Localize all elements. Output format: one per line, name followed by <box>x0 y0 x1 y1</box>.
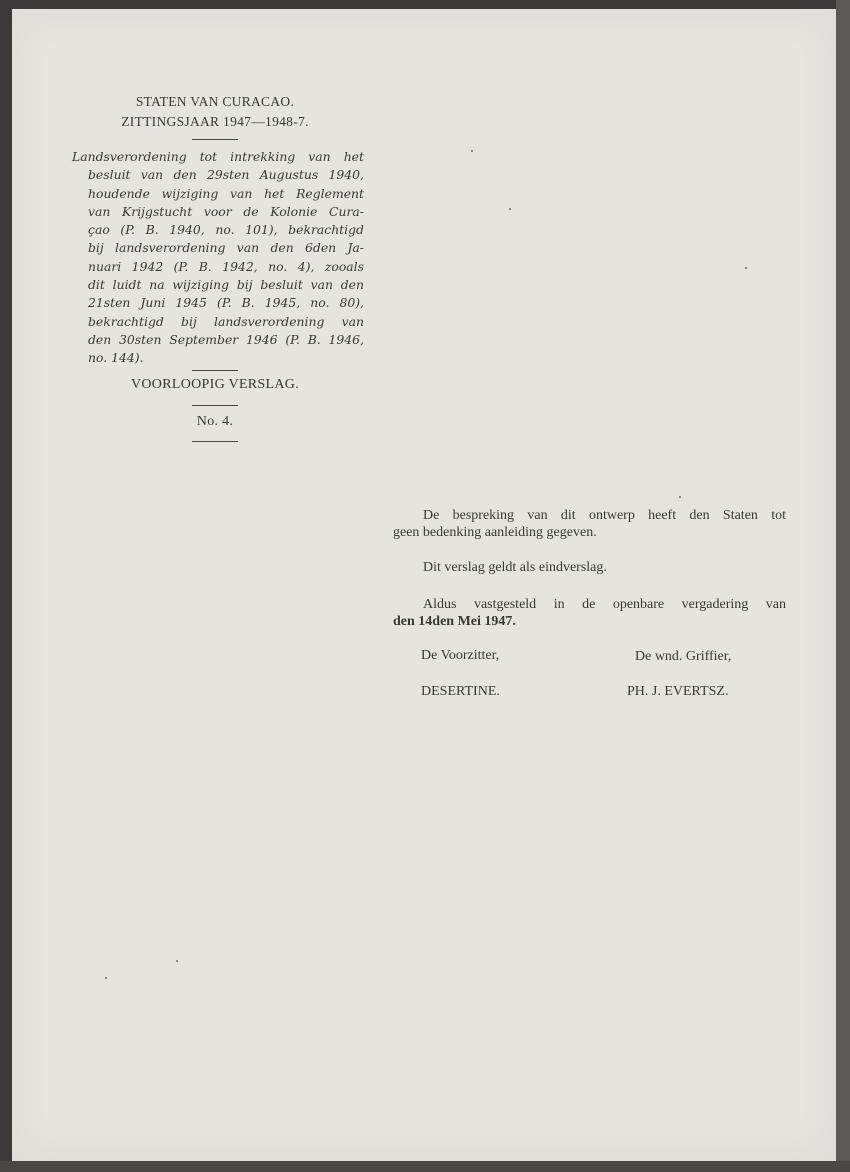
paragraph-line-date: den 14den Mei 1947. <box>393 614 516 629</box>
ordinance-title <box>72 148 364 368</box>
title-line: no. 144). <box>88 350 144 366</box>
paper-speck <box>679 496 681 498</box>
paper-speck <box>176 960 178 962</box>
report-number: No. 4. <box>196 414 234 429</box>
title-line: bij landsverordening van den 6den Ja- <box>88 240 364 256</box>
title-line: çao (P. B. 1940, no. 101), bekrachtigd <box>88 222 364 238</box>
report-rule <box>192 405 238 406</box>
report-type: VOORLOOPIG VERSLAG. <box>130 377 299 392</box>
scan-background-right <box>836 0 850 1172</box>
title-line: bekrachtigd bij landsverordening van <box>88 313 364 329</box>
paper-speck <box>105 977 107 979</box>
paragraph-1 <box>393 507 786 541</box>
chairman-title: De Voorzitter, <box>421 648 500 663</box>
paragraph-line: De bespreking van dit ontwerp heeft den Staten tot <box>423 508 786 523</box>
title-line: besluit van den 29sten Augustus 1940, <box>88 167 364 183</box>
paragraph-line: Dit verslag geldt als eindverslag. <box>423 560 607 575</box>
paragraph-line: Aldus vastgesteld in de openbare vergadering van <box>423 597 786 612</box>
title-line: dit luidt na wijziging bij besluit van den <box>88 277 364 293</box>
title-line: van Krijgstucht voor de Kolonie Cura- <box>88 203 364 219</box>
title-line: den 30sten September 1946 (P. B. 1946, <box>88 331 364 347</box>
paper-speck <box>509 208 511 210</box>
number-rule <box>192 441 238 442</box>
scan-background-bottom <box>0 1161 850 1172</box>
paragraph-3 <box>393 596 786 630</box>
header-line-1: STATEN VAN CURACAO. <box>135 94 295 109</box>
clerk-name: PH. J. EVERTSZ. <box>627 684 729 699</box>
clerk-title: De wnd. Griffier, <box>635 649 732 664</box>
title-line: houdende wijziging van het Reglement <box>88 185 364 201</box>
title-line: nuari 1942 (P. B. 1942, no. 4), zooals <box>88 258 364 274</box>
header-rule <box>192 139 238 140</box>
title-line: Landsverordening tot intrekking van het <box>72 149 364 164</box>
paragraph-line: geen bedenking aanleiding gegeven. <box>393 525 597 540</box>
paper-speck <box>745 267 747 269</box>
chairman-name: DESERTINE. <box>421 684 500 699</box>
title-rule <box>192 370 238 371</box>
paragraph-2 <box>393 559 786 576</box>
paper-speck <box>471 150 473 152</box>
header-line-2: ZITTINGSJAAR 1947—1948-7. <box>121 114 309 129</box>
title-line: 21sten Juni 1945 (P. B. 1945, no. 80), <box>88 295 364 311</box>
